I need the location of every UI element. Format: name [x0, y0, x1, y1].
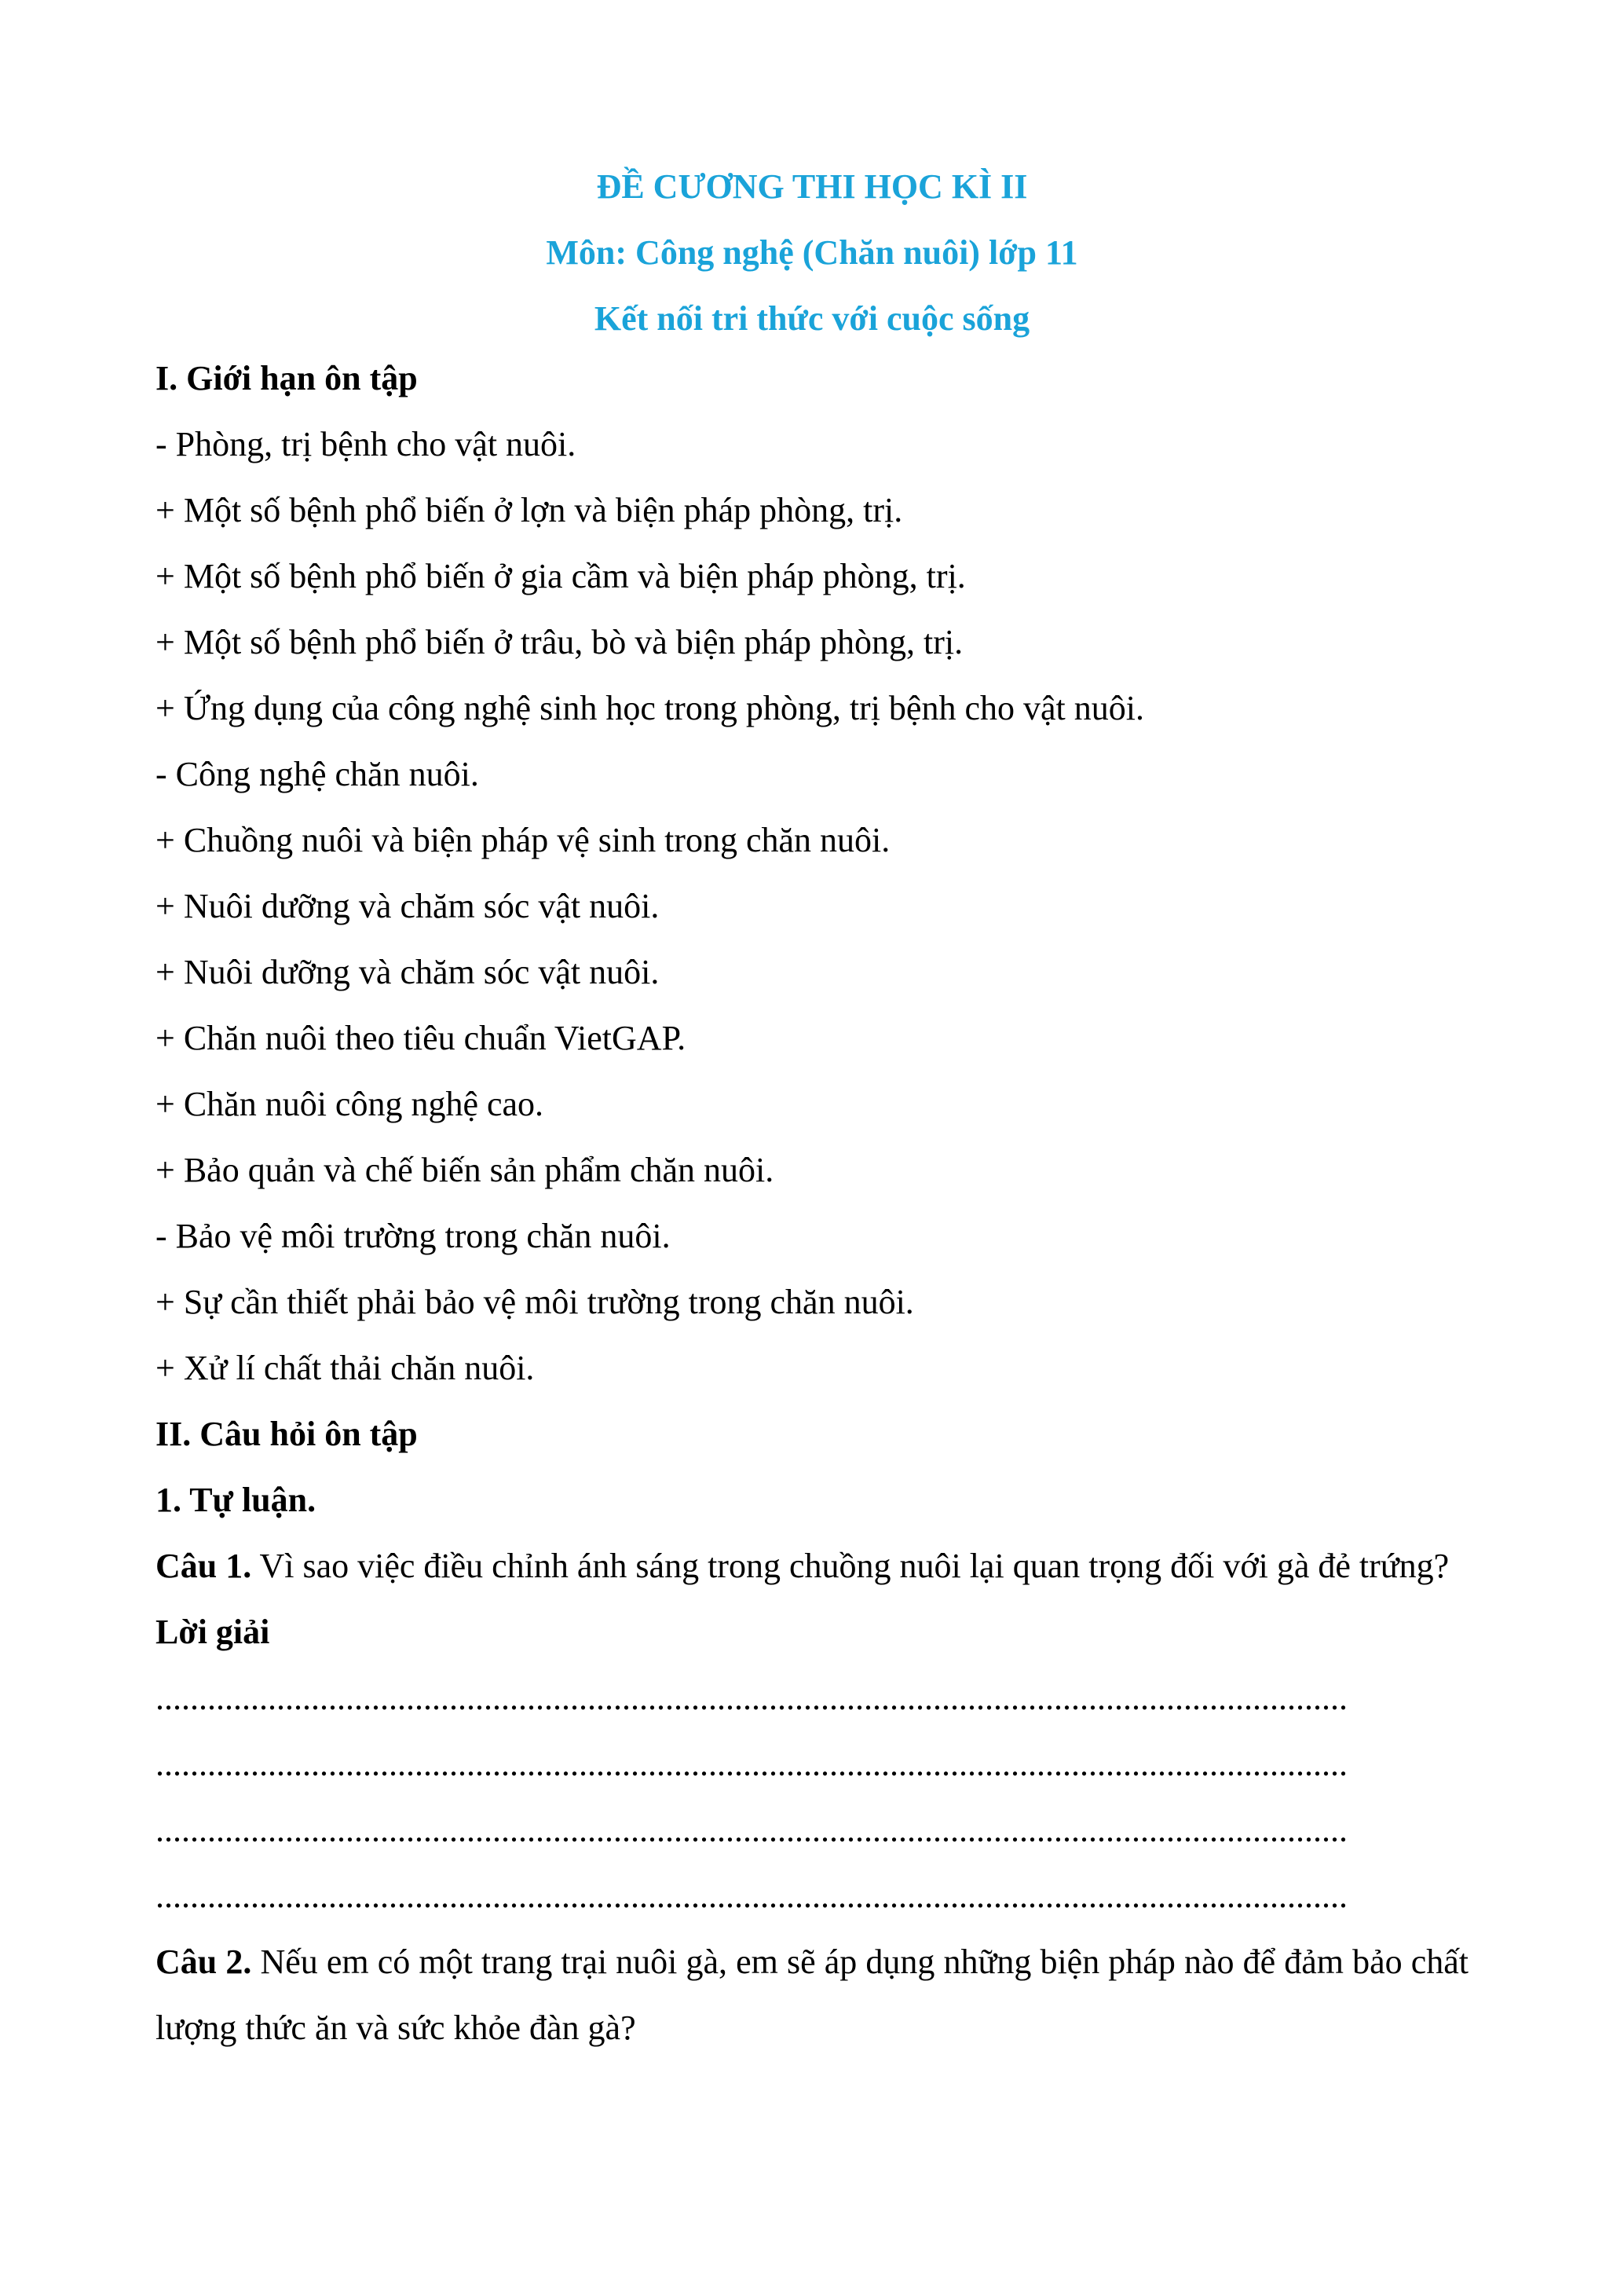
- section-heading-review-scope: I. Giới hạn ôn tập: [155, 359, 418, 397]
- document-header: [0, 154, 1624, 352]
- question-2-text: Nếu em có một trang trại nuôi gà, em sẽ áp dụng những biện pháp nào để đảm bảo chất lượng thức ăn và sức khỏe đàn gà?: [155, 1943, 1469, 2047]
- list-item: + Xử lí chất thải chăn nuôi.: [155, 1349, 535, 1387]
- document-title: ĐỀ CƯƠNG THI HỌC KÌ II: [596, 167, 1028, 206]
- question-2-label: Câu 2.: [155, 1943, 252, 1981]
- answer-blank-line: ..........................................................................................................................................: [155, 1811, 1348, 1849]
- list-item: + Ứng dụng của công nghệ sinh học trong phòng, trị bệnh cho vật nuôi.: [155, 689, 1144, 727]
- list-item: - Bảo vệ môi trường trong chăn nuôi.: [155, 1217, 671, 1255]
- answer-lines: [155, 1665, 1469, 1929]
- question-1: [155, 1533, 1469, 1599]
- subsection-heading-essay: 1. Tự luận.: [155, 1481, 316, 1519]
- list-item: + Nuôi dưỡng và chăm sóc vật nuôi.: [155, 887, 660, 925]
- answer-blank-line: ..........................................................................................................................................: [155, 1877, 1348, 1915]
- answer-label: Lời giải: [155, 1613, 270, 1651]
- question-1-text: Vì sao việc điều chỉnh ánh sáng trong chuồng nuôi lại quan trọng đối với gà đẻ trứng?: [251, 1547, 1450, 1585]
- list-item: - Công nghệ chăn nuôi.: [155, 755, 479, 793]
- question-2: [155, 1929, 1469, 2061]
- document-series: Kết nối tri thức với cuộc sống: [594, 299, 1030, 338]
- answer-blank-line: ..........................................................................................................................................: [155, 1745, 1348, 1783]
- review-scope-list: [155, 412, 1469, 1401]
- list-item: + Nuôi dưỡng và chăm sóc vật nuôi.: [155, 953, 660, 991]
- list-item: + Sự cần thiết phải bảo vệ môi trường trong chăn nuôi.: [155, 1283, 914, 1321]
- answer-blank-line: ..........................................................................................................................................: [155, 1679, 1348, 1717]
- list-item: + Một số bệnh phổ biến ở gia cầm và biện pháp phòng, trị.: [155, 557, 966, 595]
- list-item: - Phòng, trị bệnh cho vật nuôi.: [155, 425, 576, 463]
- list-item: + Chuồng nuôi và biện pháp vệ sinh trong chăn nuôi.: [155, 821, 891, 859]
- list-item: + Chăn nuôi công nghệ cao.: [155, 1085, 544, 1123]
- question-1-label: Câu 1.: [155, 1547, 252, 1585]
- document-subject: Môn: Công nghệ (Chăn nuôi) lớp 11: [546, 233, 1078, 272]
- document-body: [155, 346, 1469, 2061]
- list-item: + Chăn nuôi theo tiêu chuẩn VietGAP.: [155, 1019, 686, 1057]
- list-item: + Bảo quản và chế biến sản phẩm chăn nuôi.: [155, 1151, 774, 1189]
- list-item: + Một số bệnh phổ biến ở trâu, bò và biện pháp phòng, trị.: [155, 623, 964, 661]
- section-heading-review-questions: II. Câu hỏi ôn tập: [155, 1415, 418, 1453]
- list-item: + Một số bệnh phổ biến ở lợn và biện pháp phòng, trị.: [155, 491, 903, 529]
